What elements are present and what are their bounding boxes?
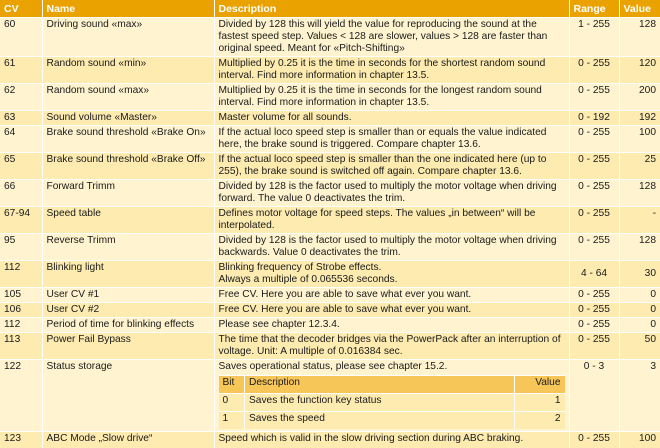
cv-number: 113: [0, 333, 42, 360]
cv-range: 4 - 64: [569, 261, 619, 288]
cv-name: Speed table: [42, 207, 214, 234]
cv-range: 0 - 255: [569, 84, 619, 111]
table-row: [0, 126, 660, 153]
cv-range: 0 - 255: [569, 234, 619, 261]
cv-value: 30: [619, 261, 660, 288]
table-row: [0, 18, 660, 57]
cv-value: 128: [619, 18, 660, 57]
cv-range: 0 - 255: [569, 303, 619, 318]
status-bit-row: [219, 412, 565, 430]
cv-number: 67-94: [0, 207, 42, 234]
cv-name: Forward Trimm: [42, 180, 214, 207]
cv-description: Defines motor voltage for speed steps. The values „in between“ will be interpolated.: [214, 207, 569, 234]
status-description: Saves the speed: [245, 412, 515, 430]
cv-number: 112: [0, 318, 42, 333]
cv-description-line: Always a multiple of 0.065536 seconds.: [218, 274, 398, 285]
cv-name: User CV #1: [42, 288, 214, 303]
header-name: Name: [42, 0, 214, 18]
cv-value: 192: [619, 111, 660, 126]
status-bit-row: [219, 394, 565, 412]
cv-value: 100: [619, 432, 660, 448]
cv-value: 0: [619, 318, 660, 333]
table-row: [0, 261, 660, 288]
table-row: [0, 57, 660, 84]
cv-number: 122: [0, 360, 42, 432]
table-row: [0, 207, 660, 234]
status-header-value: Value: [515, 376, 565, 394]
cv-number: 105: [0, 288, 42, 303]
cv-range: 0 - 255: [569, 180, 619, 207]
cv-range: 0 - 255: [569, 432, 619, 448]
header-cv: CV: [0, 0, 42, 18]
cv-name: Random sound «max»: [42, 84, 214, 111]
status-bit-table: [219, 375, 565, 429]
cv-number: 123: [0, 432, 42, 448]
cv-name: Sound volume «Master»: [42, 111, 214, 126]
cv-value: 128: [619, 180, 660, 207]
cv-name: Random sound «min»: [42, 57, 214, 84]
cv-range: 0 - 255: [569, 57, 619, 84]
status-header-description: Description: [245, 376, 515, 394]
cv-description: Multiplied by 0.25 it is the time in seconds for the shortest random sound interval. Find more information in chapter 13.5.: [214, 57, 569, 84]
cv-value: 128: [619, 234, 660, 261]
header-description: Description: [214, 0, 569, 18]
cv-value: 0: [619, 303, 660, 318]
status-value: 2: [515, 412, 565, 430]
header-row: [0, 0, 660, 18]
status-bit-header: [219, 376, 565, 394]
table-row: [0, 303, 660, 318]
cv-description: Free CV. Here you are able to save what ever you want.: [214, 303, 569, 318]
status-description: Saves the function key status: [245, 394, 515, 412]
status-header-bit: Bit: [219, 376, 245, 394]
table-row: [0, 111, 660, 126]
cv-range: 1 - 255: [569, 18, 619, 57]
cv-range: 0 - 255: [569, 288, 619, 303]
cv-description: Divided by 128 is the factor used to multiply the motor voltage when driving forward. The value 0 deactivates the trim.: [214, 180, 569, 207]
cv-description-line: Blinking frequency of Strobe effects.: [218, 262, 382, 273]
table-row: [0, 318, 660, 333]
cv-value: 3: [619, 360, 660, 432]
status-value: 1: [515, 394, 565, 412]
cv-range: 0 - 192: [569, 111, 619, 126]
header-range: Range: [569, 0, 619, 18]
cv-name: Brake sound threshold «Brake On»: [42, 126, 214, 153]
cv-name: Power Fail Bypass: [42, 333, 214, 360]
cv-description: [214, 360, 569, 432]
cv-number: 66: [0, 180, 42, 207]
table-row: [0, 234, 660, 261]
cv-name: Period of time for blinking effects: [42, 318, 214, 333]
table-row: [0, 180, 660, 207]
cv-number: 62: [0, 84, 42, 111]
cv-range: 0 - 255: [569, 318, 619, 333]
cv-number: 106: [0, 303, 42, 318]
cv-number: 63: [0, 111, 42, 126]
cv-range: 0 - 255: [569, 153, 619, 180]
status-bit: 1: [219, 412, 245, 430]
cv-number: 61: [0, 57, 42, 84]
cv-number: 112: [0, 261, 42, 288]
cv-description-line: Saves operational status, please see chapter 15.2.: [218, 361, 448, 372]
cv-name: Driving sound «max»: [42, 18, 214, 57]
cv-value: 0: [619, 288, 660, 303]
cv-value: 50: [619, 333, 660, 360]
cv-value: 100: [619, 126, 660, 153]
cv-name: Reverse Trimm: [42, 234, 214, 261]
cv-range: 0 - 255: [569, 207, 619, 234]
cv-value: 25: [619, 153, 660, 180]
cv-range: 0 - 255: [569, 333, 619, 360]
table-row: [0, 288, 660, 303]
table-row: [0, 84, 660, 111]
cv-description: Free CV. Here you are able to save what ever you want.: [214, 288, 569, 303]
cv-range: 0 - 3: [569, 360, 619, 432]
table-row: [0, 333, 660, 360]
cv-number: 64: [0, 126, 42, 153]
table-row: [0, 360, 660, 432]
cv-description: Multiplied by 0.25 it is the time in seconds for the longest random sound interval. Find more information in chapter 13.5.: [214, 84, 569, 111]
table-row: [0, 153, 660, 180]
cv-name: Status storage: [42, 360, 214, 432]
cv-number: 60: [0, 18, 42, 57]
cv-name: Blinking light: [42, 261, 214, 288]
cv-description: Speed which is valid in the slow driving section during ABC braking.: [214, 432, 569, 448]
cv-name: ABC Mode „Slow drive“: [42, 432, 214, 448]
cv-value: 200: [619, 84, 660, 111]
cv-description: Please see chapter 12.3.4.: [214, 318, 569, 333]
cv-description: If the actual loco speed step is smaller than the one indicated here (up to 255), the brake sound is switched off again. Compare chapter 13.6.: [214, 153, 569, 180]
header-value: Value: [619, 0, 660, 18]
cv-name: Brake sound threshold «Brake Off»: [42, 153, 214, 180]
cv-range: 0 - 255: [569, 126, 619, 153]
cv-description: [214, 261, 569, 288]
cv-value: -: [619, 207, 660, 234]
status-bit: 0: [219, 394, 245, 412]
table-row: [0, 432, 660, 448]
cv-description: Master volume for all sounds.: [214, 111, 569, 126]
cv-description: Divided by 128 is the factor used to multiply the motor voltage when driving backwards. Value 0 deactivates the trim.: [214, 234, 569, 261]
cv-value: 120: [619, 57, 660, 84]
cv-description: If the actual loco speed step is smaller than or equals the value indicated here, the brake sound is triggered. Compare chapter 13.6.: [214, 126, 569, 153]
cv-name: User CV #2: [42, 303, 214, 318]
cv-number: 65: [0, 153, 42, 180]
cv-description: Divided by 128 this will yield the value for reproducing the sound at the fastest speed step. Values < 128 are slower, values > 128 are faster than original speed. Meant for «Pitch-Shifting»: [214, 18, 569, 57]
cv-description: The time that the decoder bridges via the PowerPack after an interruption of voltage. Unit: A multiple of 0.016384 sec.: [214, 333, 569, 360]
cv-number: 95: [0, 234, 42, 261]
